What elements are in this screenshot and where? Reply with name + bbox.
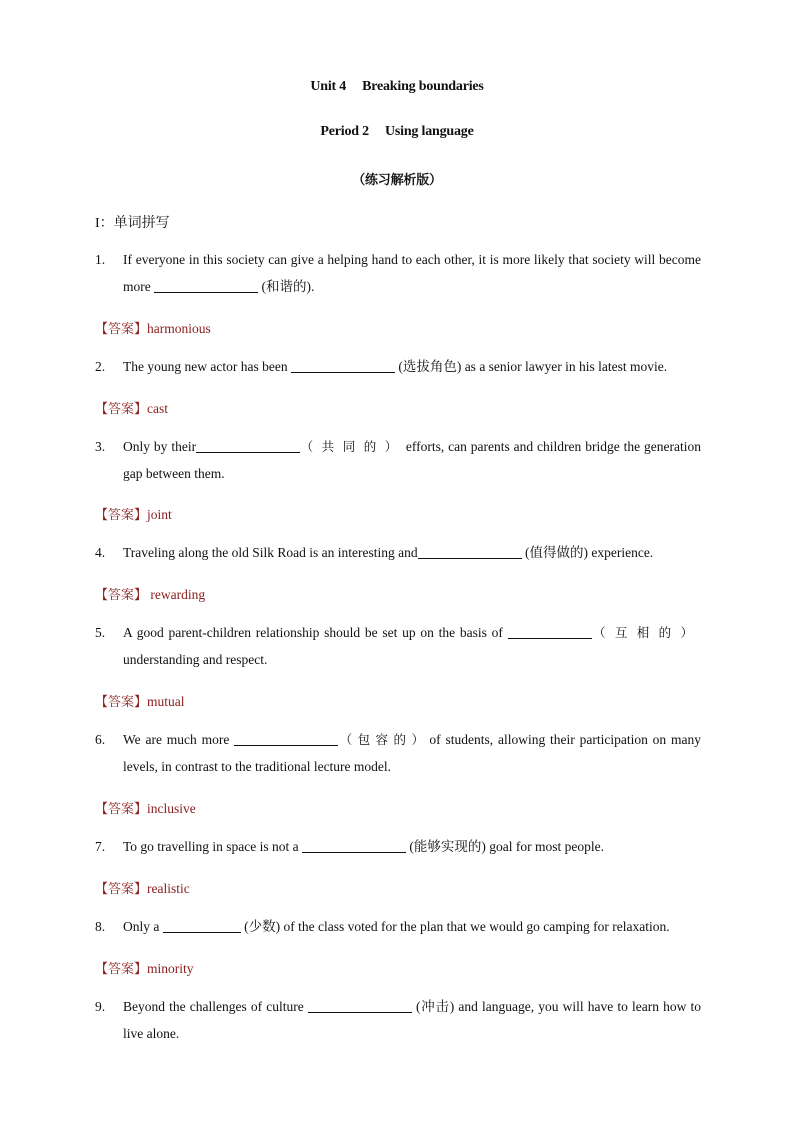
answer-blank [163, 918, 241, 933]
question-8 [95, 913, 701, 940]
question-text: If everyone in this society can give a helping hand to each other, it is more likely that society will become more [123, 252, 701, 294]
question-text: To go travelling in space is not a [123, 839, 303, 854]
question-hint: (少数) of the class voted for the plan that we would go camping for relaxation. [240, 919, 670, 934]
answer-blank [234, 731, 338, 746]
question-text: Only a [123, 919, 163, 934]
answer-8 [95, 958, 194, 977]
question-hint: （互相的） [591, 625, 701, 640]
question-text: A good parent-children relationship should be set up on the basis of [123, 625, 508, 640]
period-label: Period 2 [320, 124, 369, 139]
question-number: 6. [95, 732, 106, 747]
question-number: 7. [95, 839, 106, 854]
answer-blank [154, 278, 258, 293]
question-text: Traveling along the old Silk Road is an interesting and [123, 545, 418, 560]
answer-blank [308, 998, 412, 1013]
question-hint: （共同的） [300, 439, 406, 454]
answer-tag: 【答案】 [95, 882, 148, 897]
question-hint: (选拔角色) as a senior lawyer in his latest movie. [394, 359, 668, 374]
answer-2 [95, 398, 168, 417]
answer-3 [95, 504, 172, 523]
period-name: Using language [384, 124, 474, 139]
unit-label: Unit 4 [310, 79, 347, 94]
unit-title [0, 79, 794, 95]
question-hint: （包容的） [338, 732, 430, 747]
answer-tag: 【答案】 [95, 962, 148, 977]
answer-blank [418, 544, 522, 559]
question-text: Only by their [123, 439, 197, 454]
question-6 [95, 726, 701, 780]
question-number: 8. [95, 919, 106, 934]
question-number: 1. [95, 252, 106, 267]
answer-blank [302, 838, 406, 853]
question-number: 4. [95, 545, 106, 560]
question-7 [95, 833, 701, 860]
answer-text: inclusive [147, 801, 196, 816]
answer-text: mutual [147, 694, 185, 709]
answer-text: minority [147, 961, 194, 976]
answer-text: rewarding [147, 587, 206, 602]
answer-tag: 【答案】 [95, 322, 148, 337]
answer-tag: 【答案】 [95, 402, 148, 417]
section-title: I：单词拼写 [95, 216, 170, 231]
question-2 [95, 353, 701, 380]
answer-7 [95, 878, 190, 897]
question-number: 9. [95, 999, 106, 1014]
answer-4 [95, 584, 205, 603]
question-3 [95, 433, 701, 487]
answer-text: realistic [147, 881, 190, 896]
question-text-end: of students, allowing their participation on many levels, in contrast to the traditional lecture model. [123, 732, 701, 774]
answer-6 [95, 798, 196, 817]
answer-1 [95, 318, 211, 337]
answer-tag: 【答案】 [95, 508, 148, 523]
question-text-end: understanding and respect. [123, 652, 268, 667]
answer-blank [291, 358, 395, 373]
unit-name: Breaking boundaries [362, 79, 484, 94]
answer-text: harmonious [147, 321, 211, 336]
answer-blank [508, 624, 592, 639]
period-title [0, 124, 794, 140]
question-number: 3. [95, 439, 106, 454]
answer-text: joint [147, 507, 172, 522]
answer-tag: 【答案】 [95, 588, 148, 603]
answer-text: cast [147, 401, 169, 416]
answer-5 [95, 691, 185, 710]
question-text: Beyond the challenges of culture [123, 999, 308, 1014]
question-hint: (能够实现的) goal for most people. [406, 839, 604, 854]
question-1 [95, 246, 701, 300]
answer-tag: 【答案】 [95, 802, 148, 817]
question-hint: (冲击) and language, you will have to learn how to live alone. [123, 999, 701, 1041]
question-4 [95, 539, 701, 566]
question-text: The young new actor has been [123, 359, 291, 374]
question-text-end: efforts, can parents and children bridge the generation gap between them. [123, 439, 701, 481]
answer-blank [196, 438, 300, 453]
question-number: 2. [95, 359, 106, 374]
question-text: We are much more [123, 732, 235, 747]
question-5 [95, 619, 701, 673]
answer-tag: 【答案】 [95, 695, 148, 710]
question-hint: (和谐的). [258, 279, 315, 294]
question-number: 5. [95, 625, 106, 640]
version-title: （练习解析版） [352, 173, 442, 188]
question-hint: (值得做的) experience. [521, 545, 654, 560]
question-9 [95, 993, 701, 1047]
